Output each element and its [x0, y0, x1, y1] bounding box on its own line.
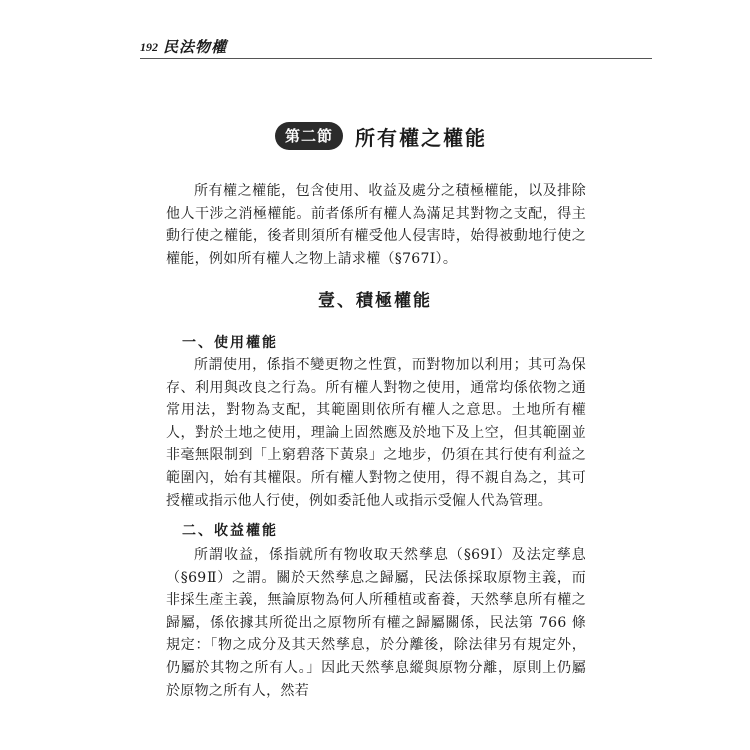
item-heading-profit: 二、收益權能 — [182, 523, 278, 539]
intro-paragraph-block — [166, 180, 586, 270]
use-paragraph: 所謂使用，係指不變更物之性質，而對物加以利用；其可為保存、利用與改良之行為。所有權人對物之使用，通常均係依物之通常用法，對物為支配，其範圍則依所有權人之意思。土地所有權人，對於土地之使用，理論上固然應及於地下及上空，但其範圍並非毫無限制到「上窮碧落下黃泉」之地步，仍須在其行使有利益之範圍內，始有其權限。所有權人對物之使用，得不親自為之，其可授權或指示他人行使，例如委託他人或指示受僱人代為管理。 — [166, 357, 586, 509]
section-number-badge: 第二節 — [275, 122, 343, 150]
profit-paragraph: 所謂收益，係指就所有物收取天然孳息（§69Ⅰ）及法定孳息（§69Ⅱ）之謂。關於天然孳息之歸屬，民法係採取原物主義，而非採生產主義，無論原物為何人所種植或畜養，天然孳息所有權之歸屬，係依據其所從出之原物所有權之歸屬關係，民法第 766 條規定：「物之成分及其天然孳息，於分離後，除法律另有規定外，仍屬於其物之所有人。」因此天然孳息縱與原物分離，原則上仍屬於原物之所有人，然若 — [166, 547, 586, 699]
book-title: 民法物權 — [163, 38, 228, 56]
intro-paragraph: 所有權之權能，包含使用、收益及處分之積極權能，以及排除他人干涉之消極權能。前者係所有權人為滿足其對物之支配，得主動行使之權能，後者則須所有權受他人侵害時，始得被動地行使之權能，例如所有權人之物上請求權（§767Ⅰ）。 — [166, 183, 586, 267]
section-title: 所有權之權能 — [355, 125, 488, 150]
item-heading-use: 一、使用權能 — [182, 335, 278, 351]
profit-paragraph-block — [166, 544, 586, 702]
running-header — [140, 38, 652, 59]
section-heading — [275, 122, 487, 150]
page-number: 192 — [140, 40, 158, 54]
subsection-title: 壹、積極權能 — [318, 291, 432, 311]
use-paragraph-block — [166, 354, 586, 512]
